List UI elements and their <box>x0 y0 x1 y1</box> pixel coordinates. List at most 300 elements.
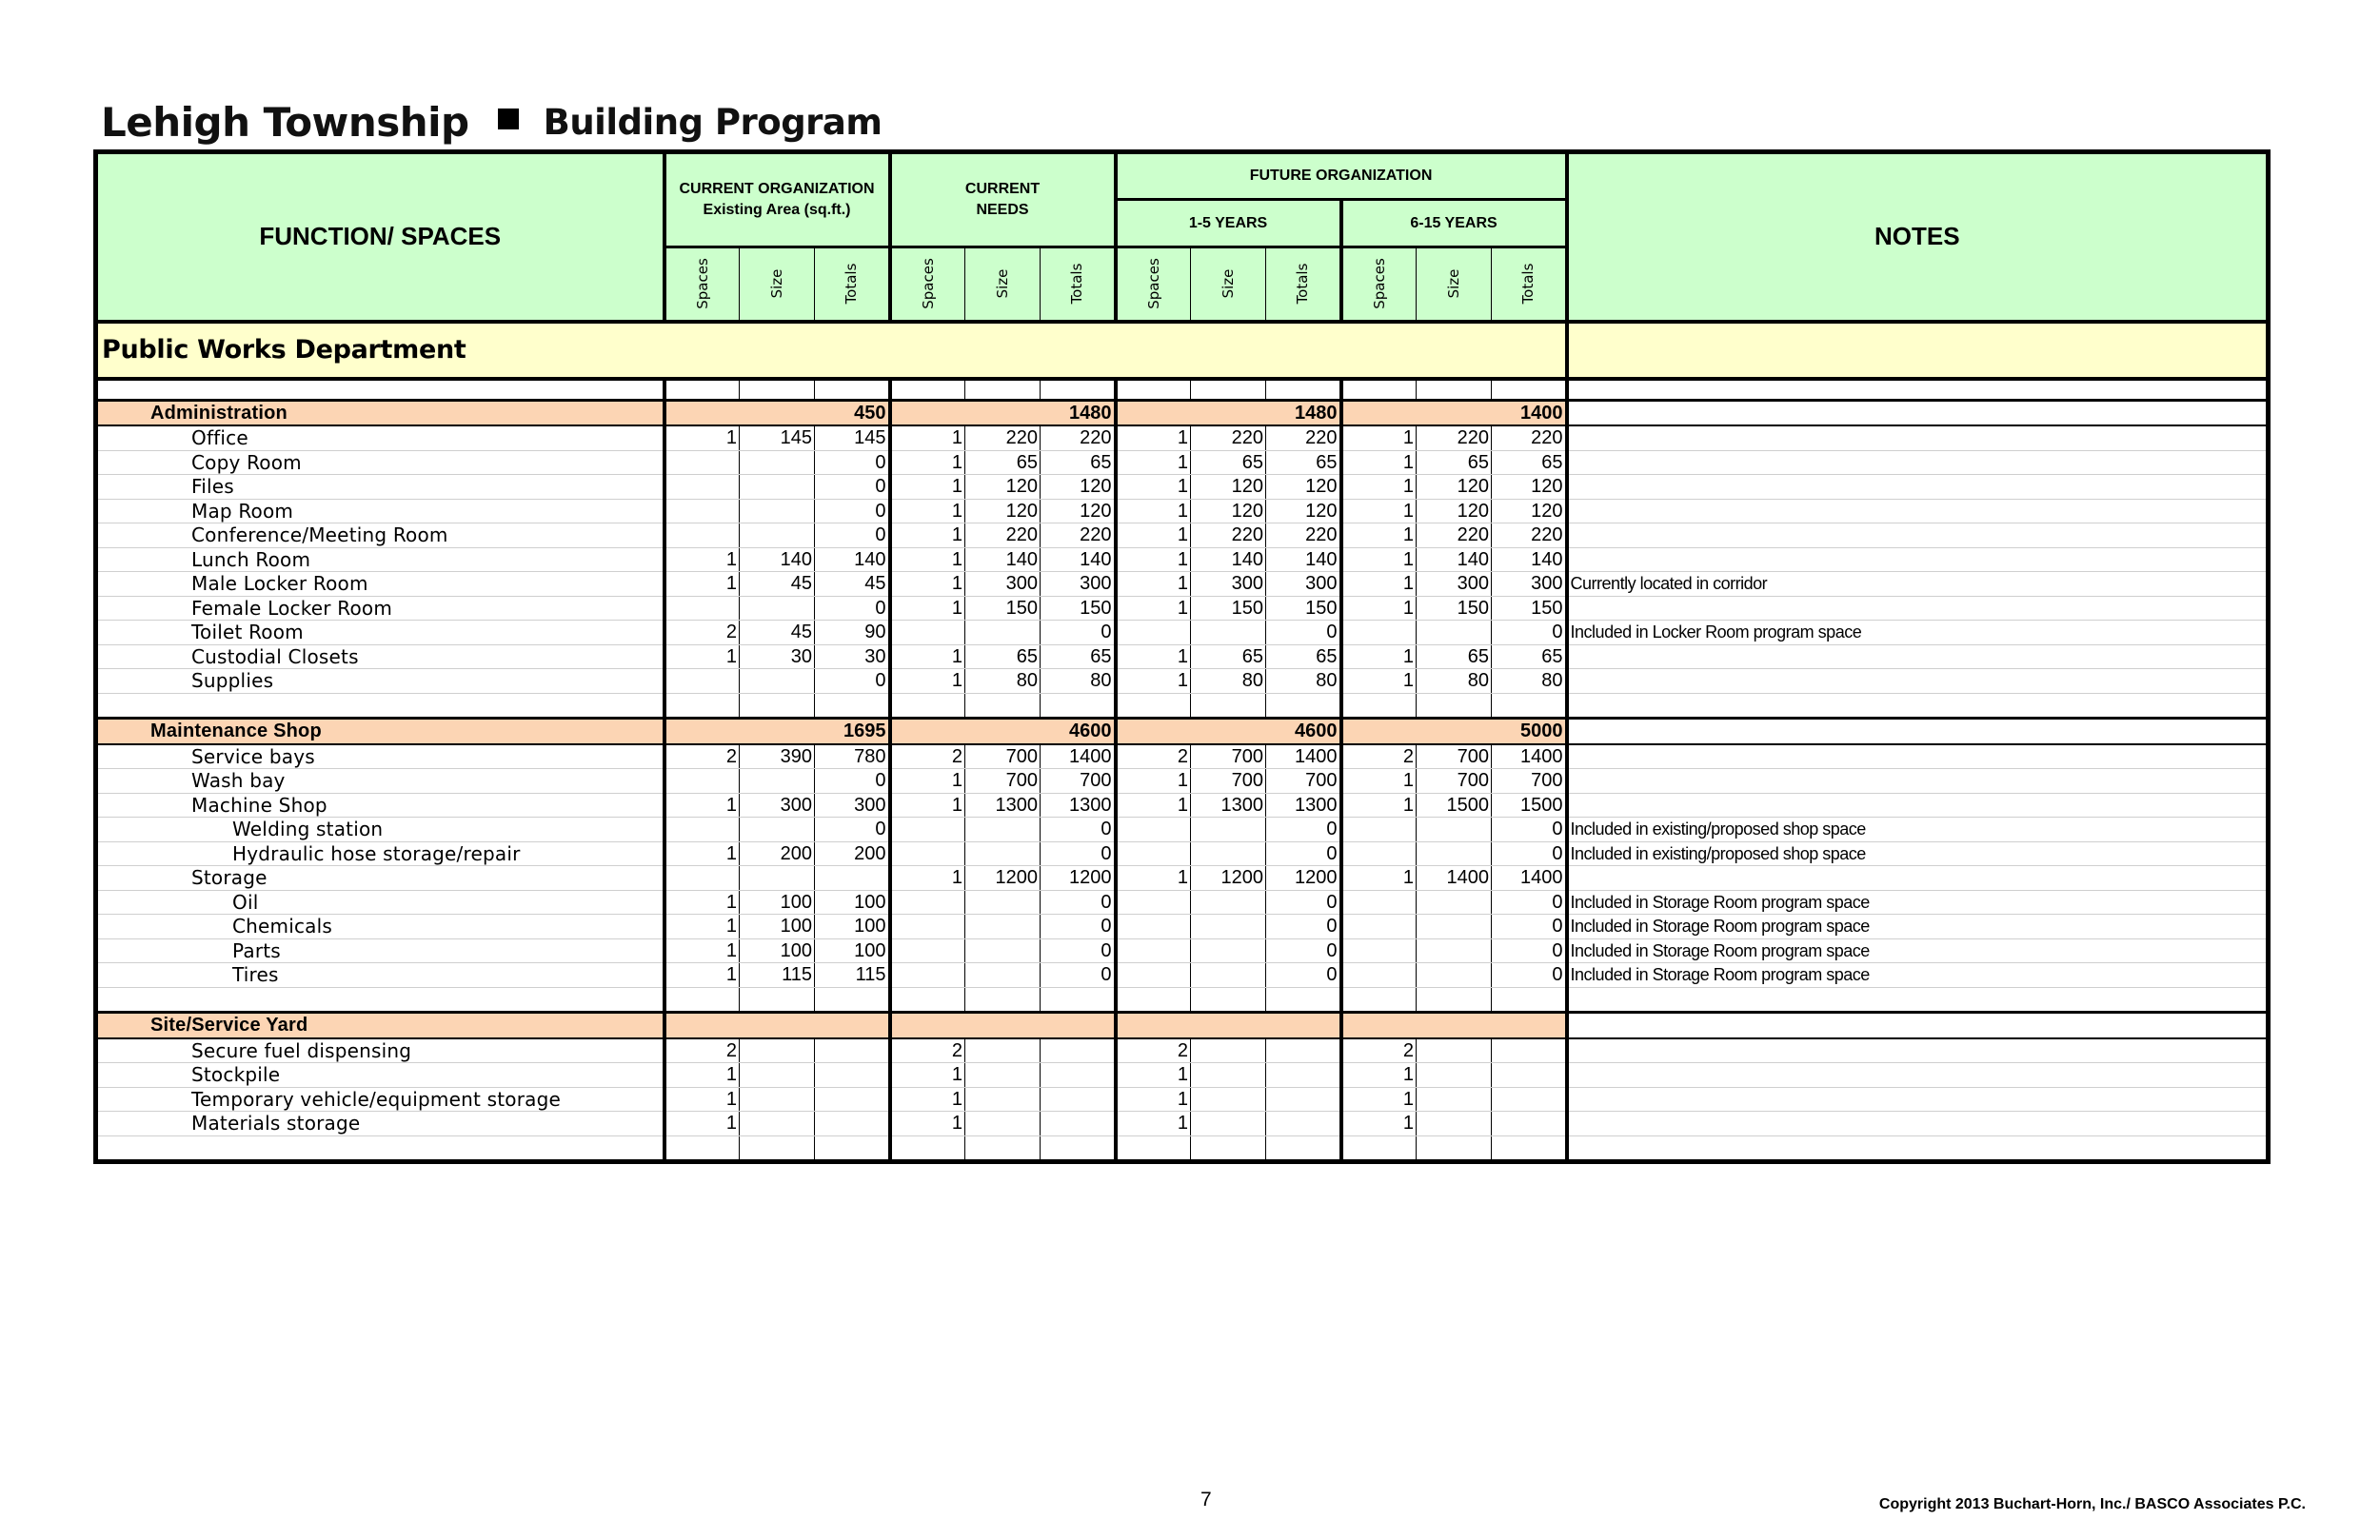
column-header-totals <box>1266 247 1341 322</box>
table-row <box>96 499 2269 523</box>
value-cell <box>965 915 1041 939</box>
value-cell <box>1266 1087 1341 1112</box>
value-cell: 1400 <box>1492 744 1567 769</box>
column-header-label: Spaces <box>919 258 937 310</box>
space-name: Female Locker Room <box>96 596 664 621</box>
blank-cell <box>815 1135 890 1162</box>
value-cell <box>1341 890 1417 915</box>
value-cell: 1500 <box>1492 793 1567 818</box>
table-row <box>96 621 2269 645</box>
space-name: Machine Shop <box>96 793 664 818</box>
value-cell: 0 <box>1041 621 1116 645</box>
table-row <box>96 915 2269 939</box>
table-row <box>96 963 2269 988</box>
notes-cell: Included in Locker Room program space <box>1567 621 2269 645</box>
column-header-label: Totals <box>1294 263 1312 305</box>
blank-cell <box>1417 693 1492 719</box>
column-header-spaces <box>1116 247 1191 322</box>
value-cell: 45 <box>740 621 815 645</box>
notes-cell <box>1567 669 2269 694</box>
value-cell: 220 <box>965 425 1041 450</box>
column-header-size <box>1417 247 1492 322</box>
value-cell: 120 <box>1041 475 1116 500</box>
value-cell <box>1191 841 1266 866</box>
value-cell: 140 <box>965 547 1041 572</box>
table-row <box>96 523 2269 548</box>
value-cell <box>1041 1038 1116 1063</box>
value-cell <box>1116 915 1191 939</box>
value-cell: 1 <box>890 523 965 548</box>
future-6-15-years-header: 6-15 YEARS <box>1341 200 1567 247</box>
value-cell <box>1116 890 1191 915</box>
column-header-label: Size <box>768 268 785 299</box>
blank-cell <box>1191 693 1266 719</box>
blank-cell <box>96 987 664 1013</box>
value-cell: 0 <box>1266 621 1341 645</box>
space-name: Welding station <box>96 818 664 842</box>
value-cell <box>1417 963 1492 988</box>
value-cell <box>740 1038 815 1063</box>
space-name: Custodial Closets <box>96 644 664 669</box>
category-total: 4600 <box>1041 719 1116 744</box>
value-cell: 1 <box>890 866 965 891</box>
value-cell: 1 <box>1116 596 1191 621</box>
blank-cell <box>1492 987 1567 1013</box>
value-cell: 1400 <box>1041 744 1116 769</box>
value-cell: 150 <box>965 596 1041 621</box>
value-cell: 1 <box>890 499 965 523</box>
value-cell: 80 <box>1191 669 1266 694</box>
notes-cell <box>1567 475 2269 500</box>
blank-cell <box>1041 693 1116 719</box>
value-cell: 2 <box>664 621 740 645</box>
value-cell: 1 <box>664 938 740 963</box>
value-cell <box>1266 1063 1341 1088</box>
value-cell <box>1191 1087 1266 1112</box>
category-row <box>96 400 2269 425</box>
spacer-cell <box>815 379 890 401</box>
value-cell: 0 <box>1492 963 1567 988</box>
value-cell: 1 <box>890 475 965 500</box>
value-cell: 0 <box>1492 841 1567 866</box>
blank-cell <box>1417 987 1492 1013</box>
spacer-cell <box>890 379 965 401</box>
space-name: Lunch Room <box>96 547 664 572</box>
value-cell: 1 <box>1116 572 1191 597</box>
value-cell: 0 <box>1492 915 1567 939</box>
value-cell: 80 <box>965 669 1041 694</box>
value-cell <box>1191 963 1266 988</box>
table-row <box>96 841 2269 866</box>
blank-cell <box>1492 693 1567 719</box>
category-cell <box>890 719 965 744</box>
category-cell <box>1116 1013 1191 1038</box>
building-program-table <box>93 149 2271 1164</box>
spacer-cell <box>1191 379 1266 401</box>
notes-cell: Included in existing/proposed shop space <box>1567 818 2269 842</box>
value-cell: 2 <box>1341 1038 1417 1063</box>
value-cell: 80 <box>1492 669 1567 694</box>
value-cell: 1300 <box>1191 793 1266 818</box>
value-cell: 300 <box>1417 572 1492 597</box>
value-cell <box>1492 1038 1567 1063</box>
value-cell: 1 <box>1116 523 1191 548</box>
table-row <box>96 425 2269 450</box>
value-cell: 700 <box>1266 769 1341 794</box>
value-cell: 2 <box>890 1038 965 1063</box>
table-row <box>96 938 2269 963</box>
value-cell: 0 <box>1492 890 1567 915</box>
spacer-cell <box>1266 379 1341 401</box>
blank-cell <box>890 987 965 1013</box>
value-cell: 700 <box>1041 769 1116 794</box>
space-name: Office <box>96 425 664 450</box>
column-header-size <box>1191 247 1266 322</box>
category-cell <box>1191 719 1266 744</box>
value-cell: 150 <box>1417 596 1492 621</box>
value-cell: 1 <box>1341 644 1417 669</box>
value-cell: 120 <box>1266 475 1341 500</box>
value-cell: 1 <box>1341 1087 1417 1112</box>
value-cell <box>740 1063 815 1088</box>
value-cell <box>1341 818 1417 842</box>
value-cell: 0 <box>815 596 890 621</box>
blank-cell <box>740 693 815 719</box>
value-cell <box>1417 890 1492 915</box>
category-cell <box>664 719 740 744</box>
category-cell <box>1191 400 1266 425</box>
current-needs-header <box>890 152 1116 247</box>
category-cell <box>1417 1013 1492 1038</box>
value-cell <box>1266 1112 1341 1136</box>
value-cell: 120 <box>1417 499 1492 523</box>
value-cell <box>740 475 815 500</box>
value-cell: 65 <box>1266 450 1341 475</box>
value-cell <box>815 866 890 891</box>
value-cell <box>890 938 965 963</box>
notes-cell <box>1567 1063 2269 1088</box>
space-name: Conference/Meeting Room <box>96 523 664 548</box>
value-cell <box>1417 915 1492 939</box>
category-cell <box>740 719 815 744</box>
value-cell <box>965 1063 1041 1088</box>
table-row <box>96 769 2269 794</box>
notes-cell <box>1567 744 2269 769</box>
space-name: Toilet Room <box>96 621 664 645</box>
current-org-line1: CURRENT ORGANIZATION <box>679 181 875 197</box>
value-cell: 120 <box>965 499 1041 523</box>
value-cell: 0 <box>1266 841 1341 866</box>
value-cell: 1 <box>890 644 965 669</box>
value-cell <box>965 890 1041 915</box>
value-cell: 65 <box>1191 450 1266 475</box>
value-cell: 1 <box>1341 769 1417 794</box>
value-cell: 1 <box>890 547 965 572</box>
title-sub: Building Program <box>543 101 883 143</box>
value-cell <box>740 596 815 621</box>
column-header-totals <box>1492 247 1567 322</box>
value-cell: 80 <box>1266 669 1341 694</box>
page-title <box>101 93 882 150</box>
value-cell: 1 <box>1341 499 1417 523</box>
value-cell: 0 <box>815 818 890 842</box>
column-header-spaces <box>1341 247 1417 322</box>
value-cell: 0 <box>1041 938 1116 963</box>
category-cell <box>1417 400 1492 425</box>
value-cell <box>1492 1087 1567 1112</box>
value-cell: 300 <box>965 572 1041 597</box>
value-cell <box>1417 841 1492 866</box>
value-cell: 0 <box>1041 963 1116 988</box>
column-header-totals <box>815 247 890 322</box>
value-cell: 140 <box>1191 547 1266 572</box>
blank-cell <box>965 693 1041 719</box>
space-name: Wash bay <box>96 769 664 794</box>
value-cell: 65 <box>1266 644 1341 669</box>
value-cell: 1 <box>664 841 740 866</box>
notes-cell: Included in Storage Room program space <box>1567 963 2269 988</box>
value-cell <box>890 841 965 866</box>
space-name: Stockpile <box>96 1063 664 1088</box>
value-cell <box>1041 1112 1116 1136</box>
value-cell: 1 <box>1341 1063 1417 1088</box>
space-name: Temporary vehicle/equipment storage <box>96 1087 664 1112</box>
notes-cell <box>1567 866 2269 891</box>
notes-cell <box>1567 644 2269 669</box>
square-bullet-icon <box>498 109 519 129</box>
table-row <box>96 866 2269 891</box>
category-cell <box>1116 400 1191 425</box>
value-cell <box>740 523 815 548</box>
value-cell <box>1341 915 1417 939</box>
value-cell <box>1116 621 1191 645</box>
spacer-row <box>96 379 2269 401</box>
blank-cell <box>664 693 740 719</box>
value-cell <box>965 621 1041 645</box>
category-notes-cell <box>1567 719 2269 744</box>
value-cell: 1400 <box>1417 866 1492 891</box>
value-cell: 1 <box>890 450 965 475</box>
category-cell <box>965 1013 1041 1038</box>
value-cell: 0 <box>1492 938 1567 963</box>
column-header-size <box>965 247 1041 322</box>
value-cell <box>740 1112 815 1136</box>
value-cell: 1 <box>1341 425 1417 450</box>
value-cell <box>1116 818 1191 842</box>
value-cell: 120 <box>965 475 1041 500</box>
blank-cell <box>815 987 890 1013</box>
value-cell: 2 <box>1116 744 1191 769</box>
value-cell: 1 <box>664 547 740 572</box>
category-cell <box>1341 400 1417 425</box>
value-cell <box>1191 621 1266 645</box>
category-total: 450 <box>815 400 890 425</box>
column-header-label: Totals <box>843 263 861 305</box>
value-cell: 390 <box>740 744 815 769</box>
value-cell <box>1266 1038 1341 1063</box>
value-cell <box>1417 1087 1492 1112</box>
value-cell: 1 <box>1341 475 1417 500</box>
category-name: Maintenance Shop <box>96 719 664 744</box>
category-total: 1400 <box>1492 400 1567 425</box>
value-cell <box>664 523 740 548</box>
value-cell <box>740 769 815 794</box>
value-cell <box>815 1038 890 1063</box>
value-cell <box>890 915 965 939</box>
category-name: Site/Service Yard <box>96 1013 664 1038</box>
value-cell: 220 <box>965 523 1041 548</box>
value-cell: 1 <box>1116 644 1191 669</box>
blank-cell <box>1116 987 1191 1013</box>
value-cell: 140 <box>815 547 890 572</box>
column-header-label: Spaces <box>1370 258 1388 310</box>
value-cell: 2 <box>1341 744 1417 769</box>
category-total <box>1266 1013 1341 1038</box>
spacer-cell <box>1116 379 1191 401</box>
table-row <box>96 793 2269 818</box>
value-cell: 150 <box>1492 596 1567 621</box>
value-cell <box>740 866 815 891</box>
value-cell: 1200 <box>1266 866 1341 891</box>
function-spaces-header: FUNCTION/ SPACES <box>96 152 664 322</box>
category-cell <box>1341 719 1417 744</box>
spacer-cell <box>740 379 815 401</box>
page-number: 7 <box>1200 1489 1212 1510</box>
blank-cell <box>1567 1135 2269 1162</box>
value-cell: 220 <box>1041 523 1116 548</box>
category-total: 4600 <box>1266 719 1341 744</box>
value-cell <box>815 1087 890 1112</box>
value-cell: 1 <box>1341 669 1417 694</box>
spacer-cell <box>1417 379 1492 401</box>
value-cell: 1 <box>1116 669 1191 694</box>
value-cell: 220 <box>1417 425 1492 450</box>
value-cell: 300 <box>1191 572 1266 597</box>
value-cell: 1 <box>664 915 740 939</box>
value-cell: 220 <box>1041 425 1116 450</box>
blank-cell <box>1492 1135 1567 1162</box>
value-cell: 1 <box>1116 450 1191 475</box>
category-total: 1480 <box>1041 400 1116 425</box>
value-cell <box>1492 1063 1567 1088</box>
value-cell <box>740 669 815 694</box>
value-cell <box>740 450 815 475</box>
value-cell: 0 <box>815 499 890 523</box>
value-cell <box>1341 963 1417 988</box>
blank-cell <box>815 693 890 719</box>
value-cell: 1 <box>1341 523 1417 548</box>
value-cell <box>890 890 965 915</box>
value-cell: 65 <box>1492 450 1567 475</box>
column-header-size <box>740 247 815 322</box>
table-row <box>96 1087 2269 1112</box>
value-cell: 1 <box>1116 547 1191 572</box>
value-cell <box>1417 1112 1492 1136</box>
value-cell <box>1341 938 1417 963</box>
value-cell <box>664 450 740 475</box>
spacer-cell <box>1492 379 1567 401</box>
category-cell <box>664 1013 740 1038</box>
value-cell: 150 <box>1191 596 1266 621</box>
value-cell: 1 <box>664 1087 740 1112</box>
value-cell: 115 <box>815 963 890 988</box>
value-cell: 120 <box>1191 475 1266 500</box>
value-cell: 700 <box>965 769 1041 794</box>
value-cell: 1400 <box>1492 866 1567 891</box>
value-cell: 100 <box>815 890 890 915</box>
value-cell <box>664 596 740 621</box>
value-cell <box>1191 915 1266 939</box>
value-cell: 0 <box>815 523 890 548</box>
value-cell: 0 <box>1266 890 1341 915</box>
value-cell: 220 <box>1492 425 1567 450</box>
value-cell: 1 <box>1116 475 1191 500</box>
value-cell: 220 <box>1266 523 1341 548</box>
value-cell: 0 <box>1492 621 1567 645</box>
notes-cell: Included in Storage Room program space <box>1567 938 2269 963</box>
blank-cell <box>1041 1135 1116 1162</box>
value-cell: 700 <box>1492 769 1567 794</box>
department-row <box>96 322 2269 379</box>
value-cell: 1 <box>1341 450 1417 475</box>
value-cell <box>664 499 740 523</box>
table-row <box>96 572 2269 597</box>
value-cell: 100 <box>815 915 890 939</box>
value-cell: 0 <box>1492 818 1567 842</box>
value-cell: 45 <box>815 572 890 597</box>
value-cell <box>740 818 815 842</box>
value-cell <box>1341 621 1417 645</box>
value-cell: 0 <box>815 475 890 500</box>
notes-cell <box>1567 596 2269 621</box>
value-cell: 65 <box>1041 644 1116 669</box>
notes-cell <box>1567 523 2269 548</box>
value-cell: 1 <box>664 793 740 818</box>
category-total <box>1492 1013 1567 1038</box>
value-cell: 100 <box>740 890 815 915</box>
value-cell: 300 <box>740 793 815 818</box>
value-cell: 1 <box>1341 1112 1417 1136</box>
column-header-spaces <box>890 247 965 322</box>
value-cell: 220 <box>1191 425 1266 450</box>
value-cell: 300 <box>1266 572 1341 597</box>
category-cell <box>1191 1013 1266 1038</box>
value-cell: 1 <box>890 793 965 818</box>
value-cell: 0 <box>1041 890 1116 915</box>
category-cell <box>1417 719 1492 744</box>
value-cell: 0 <box>1041 841 1116 866</box>
column-header-label: Totals <box>1519 263 1537 305</box>
value-cell: 1 <box>890 1112 965 1136</box>
spacer-cell <box>1567 379 2269 401</box>
value-cell: 300 <box>1492 572 1567 597</box>
blank-cell <box>1191 987 1266 1013</box>
value-cell: 1500 <box>1417 793 1492 818</box>
blank-cell <box>1341 1135 1417 1162</box>
blank-cell <box>965 987 1041 1013</box>
space-name: Files <box>96 475 664 500</box>
value-cell: 220 <box>1266 425 1341 450</box>
value-cell: 1300 <box>1041 793 1116 818</box>
value-cell <box>965 938 1041 963</box>
column-header-label: Size <box>994 268 1012 299</box>
value-cell: 220 <box>1492 523 1567 548</box>
value-cell: 220 <box>1417 523 1492 548</box>
value-cell: 1200 <box>965 866 1041 891</box>
value-cell: 65 <box>1041 450 1116 475</box>
value-cell <box>965 841 1041 866</box>
value-cell <box>1492 1112 1567 1136</box>
